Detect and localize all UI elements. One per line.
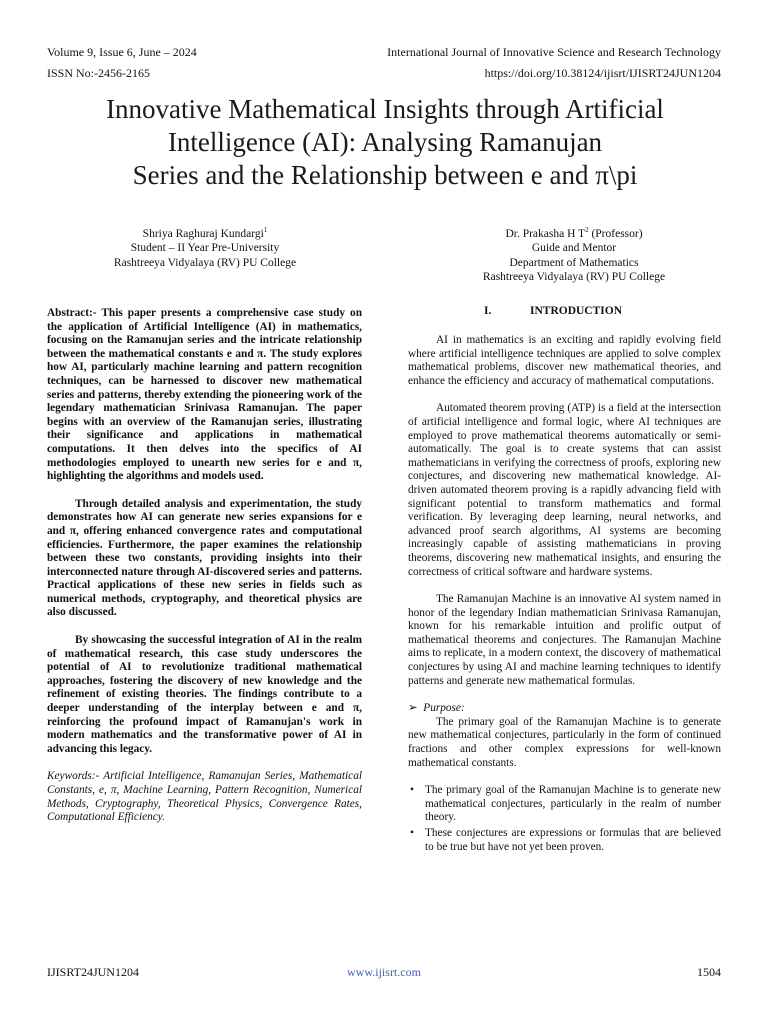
list-item [408, 784, 721, 825]
author-1-affiliation: Rashtreeya Vidyalaya (RV) PU College [113, 256, 297, 269]
author-1-sup: 1 [263, 226, 268, 234]
intro-paragraph-2: Automated theorem proving (ATP) is a field at the intersection of artificial intelligence and formal logic, where AI techniques are employed to prove mathematical theorems automatically or semi-automatically. The goal is to create systems that can assist mathematicians in verifying the correctness of proofs, exploring new conjectures, and discovering new mathematical knowledge. AI-driven automated theorem proving is a rapidly advancing field with significant potential to transform mathematics and formal verification. By leveraging deep learning, neural networks, and advanced proof search algorithms, AI systems are becoming increasingly capable of assisting mathematicians in proving theorems, discovering new mathematical insights, and ensuring the correctness of critical software and hardware systems. [408, 402, 721, 578]
arrow-bullet-icon: ➢ [408, 702, 418, 715]
intro-bullet-list [408, 784, 721, 854]
author-2-sup: 2 [585, 226, 589, 234]
intro-paragraph-1: AI in mathematics is an exciting and rapidly evolving field where artificial intelligence techniques are applied to solve complex mathematical problems, discover new mathematical theories, and enhance the efficiency and accuracy of mathematical computations. [408, 334, 721, 387]
author-2-role: Guide and Mentor [531, 242, 617, 255]
purpose-heading [408, 702, 721, 716]
header-doi[interactable]: https://doi.org/10.38124/ijisrt/IJISRT24JUN1204 [484, 66, 721, 80]
author-2-name-suffix: (Professor) [588, 227, 643, 240]
header-journal: International Journal of Innovative Science and Research Technology [387, 45, 721, 59]
author-1-role: Student – II Year Pre-University [130, 242, 280, 255]
section-heading-introduction [408, 305, 721, 321]
title-line-2: Intelligence (AI): Analysing Ramanujan [167, 127, 603, 157]
section-title: INTRODUCTION [530, 305, 623, 317]
author-2-name-line [440, 223, 708, 241]
list-item-text: These conjectures are expressions or formulas that are believed to be true but have not yet been proven. [425, 827, 721, 853]
title-line-3: Series and the Relationship between e and π\pi [132, 160, 638, 190]
footer-left: IJISRT24JUN1204 [47, 965, 139, 979]
section-number: I. [484, 305, 492, 317]
header-volume: Volume 9, Issue 6, June – 2024 [47, 45, 197, 59]
keywords: Keywords:- Artificial Intelligence, Ramanujan Series, Mathematical Constants, e, π, Machine Learning, Pattern Recognition, Numerical Methods, Cryptography, Theoretical Physics, Convergence Rates, Computational Efficiency. [47, 770, 362, 824]
author-1-name: Shriya Raghuraj Kundargi [142, 227, 264, 240]
page-number: 1504 [697, 965, 721, 979]
left-column [47, 307, 362, 825]
abstract-paragraph-3: By showcasing the successful integration of AI in the realm of mathematical research, this case study underscores the potential of AI to revolutionize traditional mathematical approaches, fostering the discovery of new knowledge and the refinement of existing theories. The findings contribute to a deeper understanding of the interplay between e and π, reinforcing the profound impact of Ramanujan's work in modern mathematics and the transformative power of AI in advancing this legacy. [47, 634, 362, 755]
list-item-text: The primary goal of the Ramanujan Machine is to generate new mathematical conjectures, particularly in the realm of number theory. [425, 784, 721, 824]
right-column [408, 305, 721, 856]
bullet-icon: • [410, 827, 414, 839]
footer-website-link[interactable]: www.ijisrt.com [347, 965, 421, 979]
author-2-name: Dr. Prakasha H T [505, 227, 586, 240]
list-item [408, 827, 721, 854]
purpose-text: The primary goal of the Ramanujan Machine is to generate new mathematical conjectures, particularly in the form of continued fractions and other complex expressions for well-known mathematical constants. [408, 715, 721, 769]
purpose-label: Purpose: [423, 702, 465, 715]
header-issn: ISSN No:-2456-2165 [47, 66, 151, 80]
author-2-department: Department of Mathematics [509, 256, 639, 269]
author-1-name-line [75, 223, 335, 241]
abstract-paragraph-1: Abstract:- This paper presents a comprehensive case study on the application of Artificial Intelligence (AI) in mathematics, focusing on the Ramanujan series and the intricate relationship between the mathematical constants e and π. The study explores how AI, particularly machine learning and pattern recognition techniques, can be harnessed to discover new mathematical series and patterns, thereby extending the pioneering work of the legendary mathematician Srinivasa Ramanujan. The paper begins with an overview of the Ramanujan series, illustrating their significance and applications in mathematical computations. It then delves into the specifics of AI methodologies employed to unearth new series for e and π, highlighting the algorithms and models used. [47, 307, 362, 483]
title-line-1: Innovative Mathematical Insights through Artificial [106, 94, 664, 124]
author-1 [75, 223, 335, 270]
author-2 [440, 223, 708, 285]
intro-paragraph-3: The Ramanujan Machine is an innovative AI system named in honor of the legendary Indian mathematician Srinivasa Ramanujan, known for his remarkable intuition and prolific output of mathematical theorems and conjectures. The Ramanujan Machine aims to replicate, in a modern context, the discovery of mathematical conjectures by using AI and machine learning techniques to identify patterns and generate new mathematical formulas. [408, 593, 721, 687]
author-2-affiliation: Rashtreeya Vidyalaya (RV) PU College [482, 271, 666, 284]
paper-title [40, 93, 730, 192]
bullet-icon: • [410, 784, 414, 797]
abstract-paragraph-2: Through detailed analysis and experimentation, the study demonstrates how AI can generate new series expansions for e and π, offering enhanced convergence rates and computational efficiencies. Furthermore, the paper examines the relationship between these two constants, providing insights into their interconnected nature through AI-discovered series and patterns. Practical applications of these new series in fields such as numerical methods, cryptography, and theoretical physics are also discussed. [47, 497, 362, 619]
